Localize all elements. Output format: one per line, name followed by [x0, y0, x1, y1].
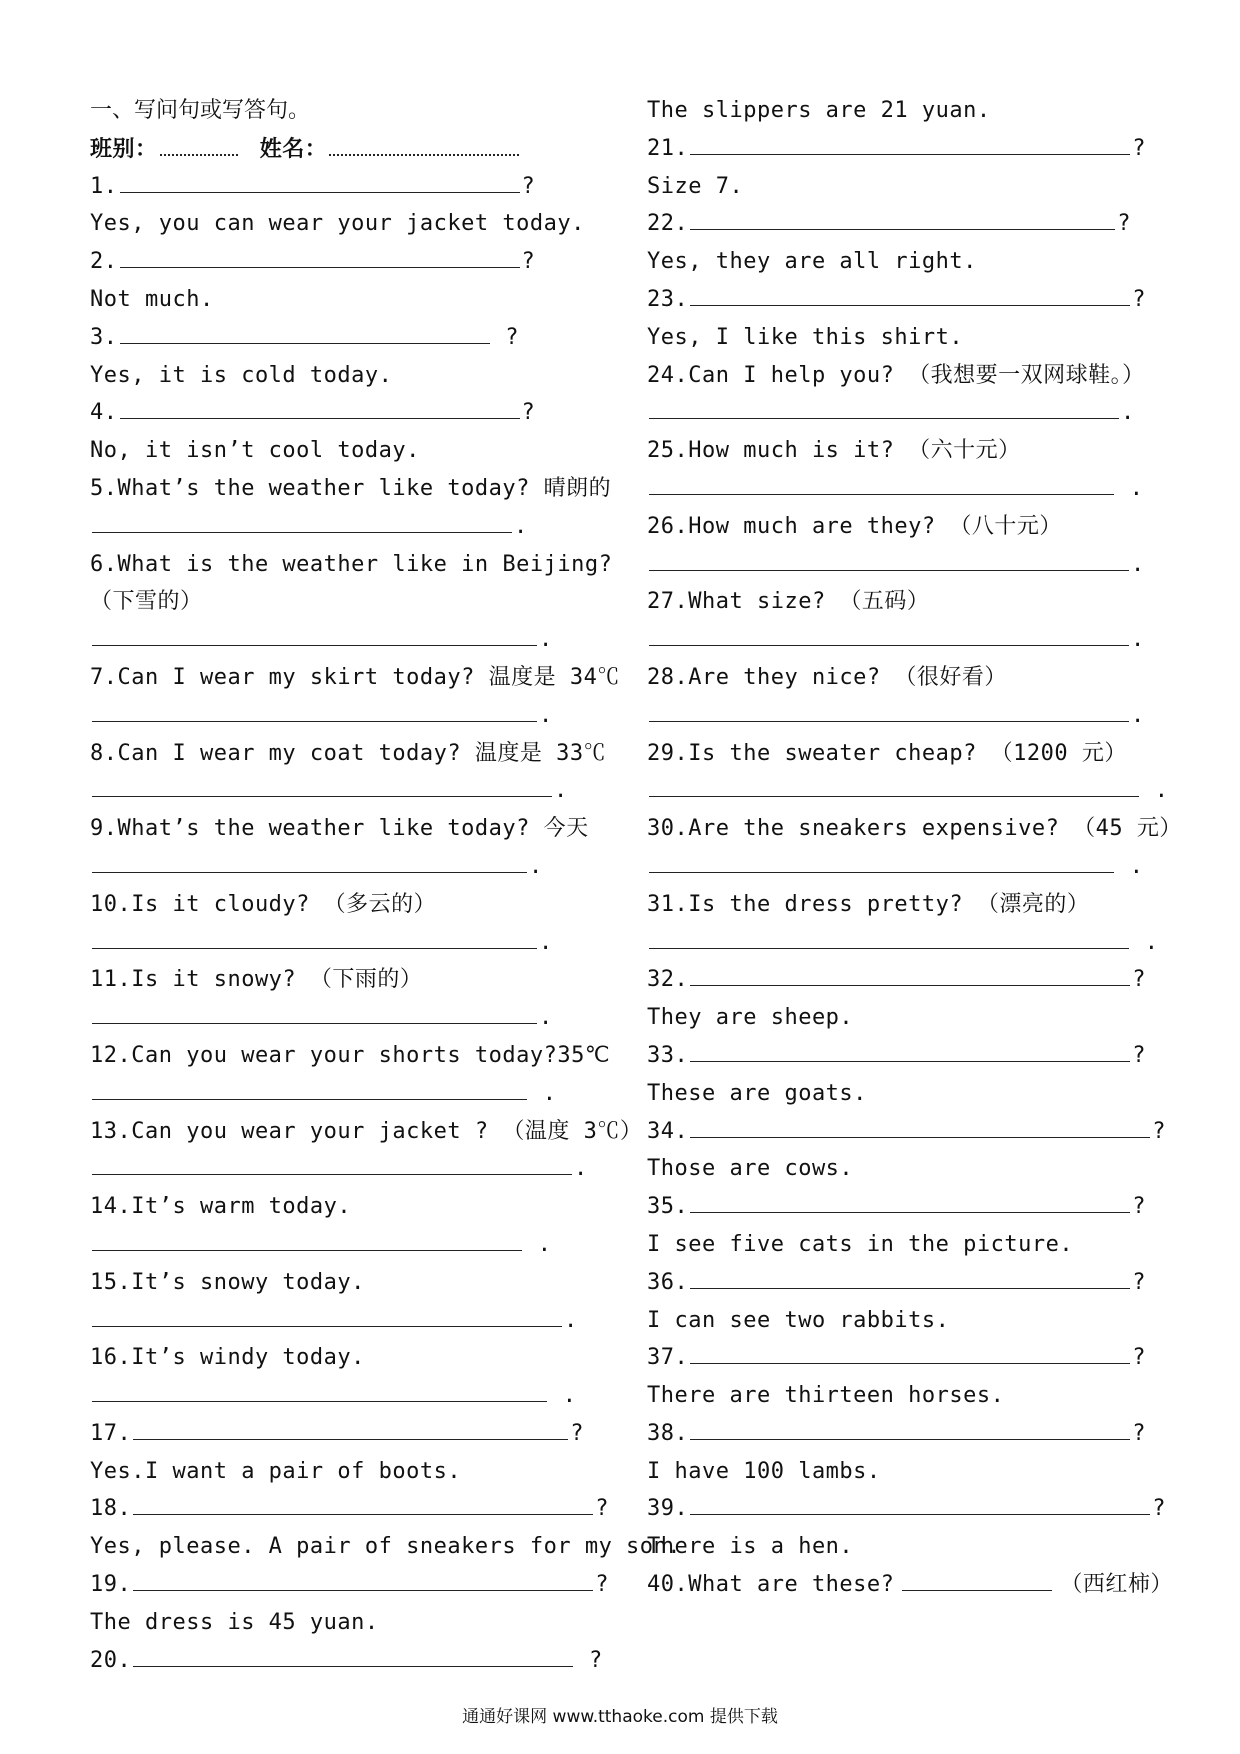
line-end-punct: . [549, 1383, 577, 1409]
worksheet-line [647, 583, 1167, 621]
line-text: 7.Can I wear my skirt today? 温度是 34℃ [90, 664, 620, 690]
line-text: 35. [647, 1194, 689, 1220]
line-end-punct: . [1116, 475, 1144, 501]
line-text: 36. [647, 1269, 689, 1295]
worksheet-line [647, 1566, 1173, 1604]
worksheet-line [90, 168, 630, 206]
worksheet-line [647, 1113, 1167, 1151]
worksheet-line [90, 1075, 630, 1113]
worksheet-line [647, 924, 1167, 962]
line-text: 19. [90, 1572, 132, 1598]
worksheet-line [647, 772, 1167, 810]
worksheet-line [90, 1415, 630, 1453]
answer-blank[interactable] [649, 924, 1129, 949]
line-end-punct: . [1141, 778, 1169, 804]
line-text: 29.Is the sweater cheap? （1200 元） [647, 740, 1127, 766]
line-text: 34. [647, 1118, 689, 1144]
line-end-punct: ? [1132, 135, 1146, 161]
answer-blank[interactable] [133, 1642, 573, 1667]
worksheet-line [90, 621, 630, 659]
line-text: 18. [90, 1496, 132, 1522]
answer-blank[interactable] [120, 168, 520, 193]
line-text: Size 7. [647, 173, 744, 199]
line-end-punct: . [1131, 702, 1145, 728]
worksheet-line [90, 1302, 630, 1340]
line-end-punct: . [1131, 551, 1145, 577]
worksheet-line [647, 243, 1167, 281]
line-hint: （西红柿） [1060, 1572, 1173, 1598]
answer-blank[interactable] [92, 1377, 547, 1402]
worksheet-line [90, 394, 630, 432]
line-end-punct: ? [575, 1647, 603, 1673]
worksheet-line [90, 772, 630, 810]
worksheet-line [647, 961, 1167, 999]
line-end-punct: . [539, 929, 553, 955]
line-text: These are goats. [647, 1080, 867, 1106]
worksheet-line [647, 319, 1167, 357]
worksheet-line [647, 659, 1167, 697]
worksheet-line [647, 1226, 1167, 1264]
answer-blank[interactable] [649, 546, 1129, 571]
line-text: 32. [647, 967, 689, 993]
line-text: 26.How much are they? （八十元） [647, 513, 1062, 539]
worksheet-line [90, 1453, 630, 1491]
line-end-punct: . [539, 702, 553, 728]
answer-blank[interactable] [649, 772, 1139, 797]
line-text: 2. [90, 249, 118, 275]
answer-blank[interactable] [92, 1075, 527, 1100]
worksheet-line [647, 697, 1167, 735]
worksheet-line [647, 168, 1167, 206]
answer-blank[interactable] [649, 848, 1114, 873]
line-text: 24.Can I help you? （我想要一双网球鞋。） [647, 362, 1145, 388]
answer-blank[interactable] [690, 961, 1130, 986]
worksheet-line [90, 243, 630, 281]
worksheet-line [90, 1264, 630, 1302]
worksheet-line [647, 546, 1167, 584]
line-text: 6.What is the weather like in Beijing? [90, 551, 613, 577]
line-text: The dress is 45 yuan. [90, 1609, 379, 1635]
worksheet-line [647, 205, 1167, 243]
name-blank[interactable] [329, 130, 519, 156]
name-label: 姓名： [259, 136, 328, 162]
line-end-punct: . [1131, 929, 1159, 955]
line-text: 9.What’s the weather like today? 今天 [90, 816, 589, 842]
line-text: Yes, you can wear your jacket today. [90, 211, 585, 237]
answer-blank[interactable] [690, 1415, 1130, 1440]
line-text: 28.Are they nice? （很好看） [647, 664, 1007, 690]
worksheet-line [90, 319, 630, 357]
worksheet-line [647, 394, 1167, 432]
line-text: 5.What’s the weather like today? 晴朗的 [90, 475, 612, 501]
line-text: 21. [647, 135, 689, 161]
line-text: 23. [647, 286, 689, 312]
line-end-punct: ? [570, 1420, 584, 1446]
line-text: 11.Is it snowy? （下雨的） [90, 967, 423, 993]
worksheet-line [647, 1075, 1167, 1113]
line-text: 27.What size? （五码） [647, 589, 930, 615]
answer-blank[interactable] [690, 1490, 1150, 1515]
line-text: They are sheep. [647, 1005, 854, 1031]
line-text: I have 100 lambs. [647, 1458, 881, 1484]
worksheet-line [647, 1490, 1167, 1528]
line-end-punct: ? [491, 324, 519, 350]
class-blank[interactable] [160, 130, 238, 156]
worksheet-line [90, 546, 630, 584]
worksheet-line [647, 1453, 1167, 1491]
line-text: 4. [90, 400, 118, 426]
worksheet-line [90, 1377, 630, 1415]
footer-source: 通通好课网 www.tthaoke.com 提供下载 [462, 1707, 778, 1727]
line-end-punct: . [554, 778, 568, 804]
worksheet-line [647, 130, 1167, 168]
line-text: 40.What are these? [647, 1572, 895, 1598]
answer-blank[interactable] [120, 319, 490, 344]
line-end-punct: . [1121, 400, 1135, 426]
answer-blank[interactable] [649, 621, 1129, 646]
line-text: 16.It’s windy today. [90, 1345, 365, 1371]
worksheet-line [647, 999, 1167, 1037]
line-text: 38. [647, 1420, 689, 1446]
worksheet-line [647, 281, 1167, 319]
answer-blank[interactable] [92, 924, 537, 949]
section-heading: 一、写问句或写答句。 [90, 98, 311, 123]
answer-blank[interactable] [133, 1566, 593, 1591]
line-end-punct: ? [521, 400, 536, 426]
line-text: Those are cows. [647, 1156, 854, 1182]
worksheet-line [90, 924, 630, 962]
answer-blank[interactable] [902, 1566, 1052, 1591]
answer-blank[interactable] [92, 999, 537, 1024]
answer-blank[interactable] [690, 130, 1130, 155]
worksheet-line [647, 810, 1182, 848]
worksheet-line [647, 1150, 1167, 1188]
line-end-punct: ? [595, 1496, 609, 1522]
line-end-punct: ? [1132, 1042, 1146, 1068]
answer-blank[interactable] [690, 1037, 1130, 1062]
line-text: Yes.I want a pair of boots. [90, 1458, 462, 1484]
line-text: I see five cats in the picture. [647, 1231, 1074, 1257]
line-text: I can see two rabbits. [647, 1307, 950, 1333]
worksheet-line [647, 432, 1167, 470]
line-text: 3. [90, 324, 118, 350]
answer-blank[interactable] [92, 621, 537, 646]
worksheet-line [90, 1226, 630, 1264]
line-text: There are thirteen horses. [647, 1383, 1005, 1409]
line-end-punct: ? [1132, 286, 1146, 312]
worksheet-line [90, 432, 630, 470]
worksheet-line [90, 735, 630, 773]
answer-blank[interactable] [690, 1339, 1130, 1364]
line-text: 20. [90, 1647, 132, 1673]
worksheet-line [90, 1037, 630, 1075]
worksheet-line [90, 1113, 643, 1151]
worksheet-line [90, 961, 630, 999]
class-name-row [90, 130, 630, 168]
line-end-punct: ? [1132, 1345, 1146, 1371]
worksheet-line [90, 1642, 630, 1680]
answer-blank[interactable] [649, 697, 1129, 722]
worksheet-line [647, 1339, 1167, 1377]
line-text: There is a hen. [647, 1534, 854, 1560]
worksheet-line [90, 1150, 630, 1188]
worksheet-line [90, 205, 630, 243]
line-end-punct: . [564, 1307, 578, 1333]
answer-blank[interactable] [120, 243, 520, 268]
line-end-punct: . [539, 627, 553, 653]
worksheet-line [90, 1566, 630, 1604]
worksheet-line [90, 508, 630, 546]
worksheet-line [90, 886, 630, 924]
answer-blank[interactable] [133, 1415, 568, 1440]
worksheet-line [90, 1604, 630, 1642]
answer-blank[interactable] [92, 1150, 572, 1175]
line-text: 25.How much is it? （六十元） [647, 438, 1021, 464]
line-end-punct: ? [1132, 1194, 1146, 1220]
line-end-punct: . [524, 1231, 552, 1257]
answer-blank[interactable] [690, 205, 1115, 230]
worksheet-line [90, 697, 630, 735]
worksheet-line [647, 357, 1167, 395]
line-end-punct: ? [521, 249, 536, 275]
answer-blank[interactable] [120, 394, 520, 419]
line-text: Yes, they are all right. [647, 249, 977, 275]
worksheet-line [647, 1264, 1167, 1302]
worksheet-line [647, 621, 1167, 659]
worksheet-line [90, 999, 630, 1037]
line-end-punct: ? [521, 173, 536, 199]
right-column [647, 92, 1182, 1604]
class-label: 班别： [90, 136, 158, 162]
answer-blank[interactable] [690, 1113, 1150, 1138]
line-text: 17. [90, 1420, 132, 1446]
line-end-punct: . [1116, 853, 1144, 879]
line-end-punct: . [1131, 627, 1145, 653]
worksheet-line [647, 1377, 1167, 1415]
worksheet-line [647, 1302, 1167, 1340]
worksheet-line [647, 1037, 1167, 1075]
line-text: 14.It’s warm today. [90, 1194, 352, 1220]
line-text: Yes, I like this shirt. [647, 324, 964, 350]
line-text: No, it isn’t cool today. [90, 438, 420, 464]
line-text: Not much. [90, 286, 214, 312]
worksheet-line [647, 848, 1167, 886]
line-text: 39. [647, 1496, 689, 1522]
line-end-punct: . [514, 513, 528, 539]
worksheet-line [90, 1188, 630, 1226]
answer-blank[interactable] [690, 281, 1130, 306]
line-text: 33. [647, 1042, 689, 1068]
line-end-punct: ? [1117, 211, 1131, 237]
worksheet-line [90, 848, 630, 886]
answer-blank[interactable] [649, 394, 1119, 419]
answer-blank[interactable] [649, 470, 1114, 495]
answer-blank[interactable] [690, 1188, 1130, 1213]
answer-blank[interactable] [133, 1490, 593, 1515]
worksheet-line [90, 281, 630, 319]
worksheet-line [90, 810, 630, 848]
worksheet-line [90, 1490, 630, 1528]
line-end-punct: . [529, 1080, 557, 1106]
line-text: 37. [647, 1345, 689, 1371]
worksheet-line [647, 470, 1167, 508]
answer-blank[interactable] [690, 1264, 1130, 1289]
line-text: 13.Can you wear your jacket ? （温度 3℃） [90, 1118, 643, 1144]
answer-blank[interactable] [92, 1302, 562, 1327]
worksheet-line [90, 659, 630, 697]
line-text: 31.Is the dress pretty? （漂亮的） [647, 891, 1090, 917]
worksheet-line [90, 470, 630, 508]
line-end-punct: ? [1132, 1420, 1146, 1446]
answer-blank[interactable] [92, 848, 527, 873]
worksheet-line [647, 508, 1167, 546]
line-end-punct: . [529, 853, 543, 879]
line-end-punct: ? [1132, 967, 1146, 993]
line-end-punct: . [574, 1156, 588, 1182]
right-question-list [647, 92, 1182, 1604]
line-text: Yes, it is cold today. [90, 362, 393, 388]
worksheet-line [647, 735, 1167, 773]
worksheet-line [90, 357, 630, 395]
worksheet-line [647, 1188, 1167, 1226]
line-end-punct: ? [595, 1572, 609, 1598]
worksheet-line [90, 1528, 682, 1566]
worksheet-line [647, 1528, 1167, 1566]
worksheet-line [647, 92, 1167, 130]
answer-blank[interactable] [92, 508, 512, 533]
line-end-punct: ? [1152, 1118, 1166, 1144]
line-text: 22. [647, 211, 689, 237]
answer-blank[interactable] [92, 1226, 522, 1251]
line-end-punct: ? [1152, 1496, 1166, 1522]
line-text: 30.Are the sneakers expensive? （45 元） [647, 816, 1182, 842]
worksheet-line [90, 583, 630, 621]
line-text: 12.Can you wear your shorts today?35℃ [90, 1042, 611, 1068]
answer-blank[interactable] [92, 772, 552, 797]
line-text: 10.Is it cloudy? （多云的） [90, 891, 437, 917]
line-text: 15.It’s snowy today. [90, 1269, 365, 1295]
line-text: 8.Can I wear my coat today? 温度是 33℃ [90, 740, 607, 766]
worksheet-line [647, 1415, 1167, 1453]
answer-blank[interactable] [92, 697, 537, 722]
line-end-punct: . [539, 1005, 553, 1031]
line-text: 1. [90, 173, 118, 199]
line-text: Yes, please. A pair of sneakers for my son. [90, 1534, 682, 1560]
line-text: （下雪的） [90, 589, 203, 615]
line-end-punct: ? [1132, 1269, 1146, 1295]
worksheet-line [647, 886, 1167, 924]
line-text: The slippers are 21 yuan. [647, 98, 991, 123]
worksheet-line [90, 1339, 630, 1377]
